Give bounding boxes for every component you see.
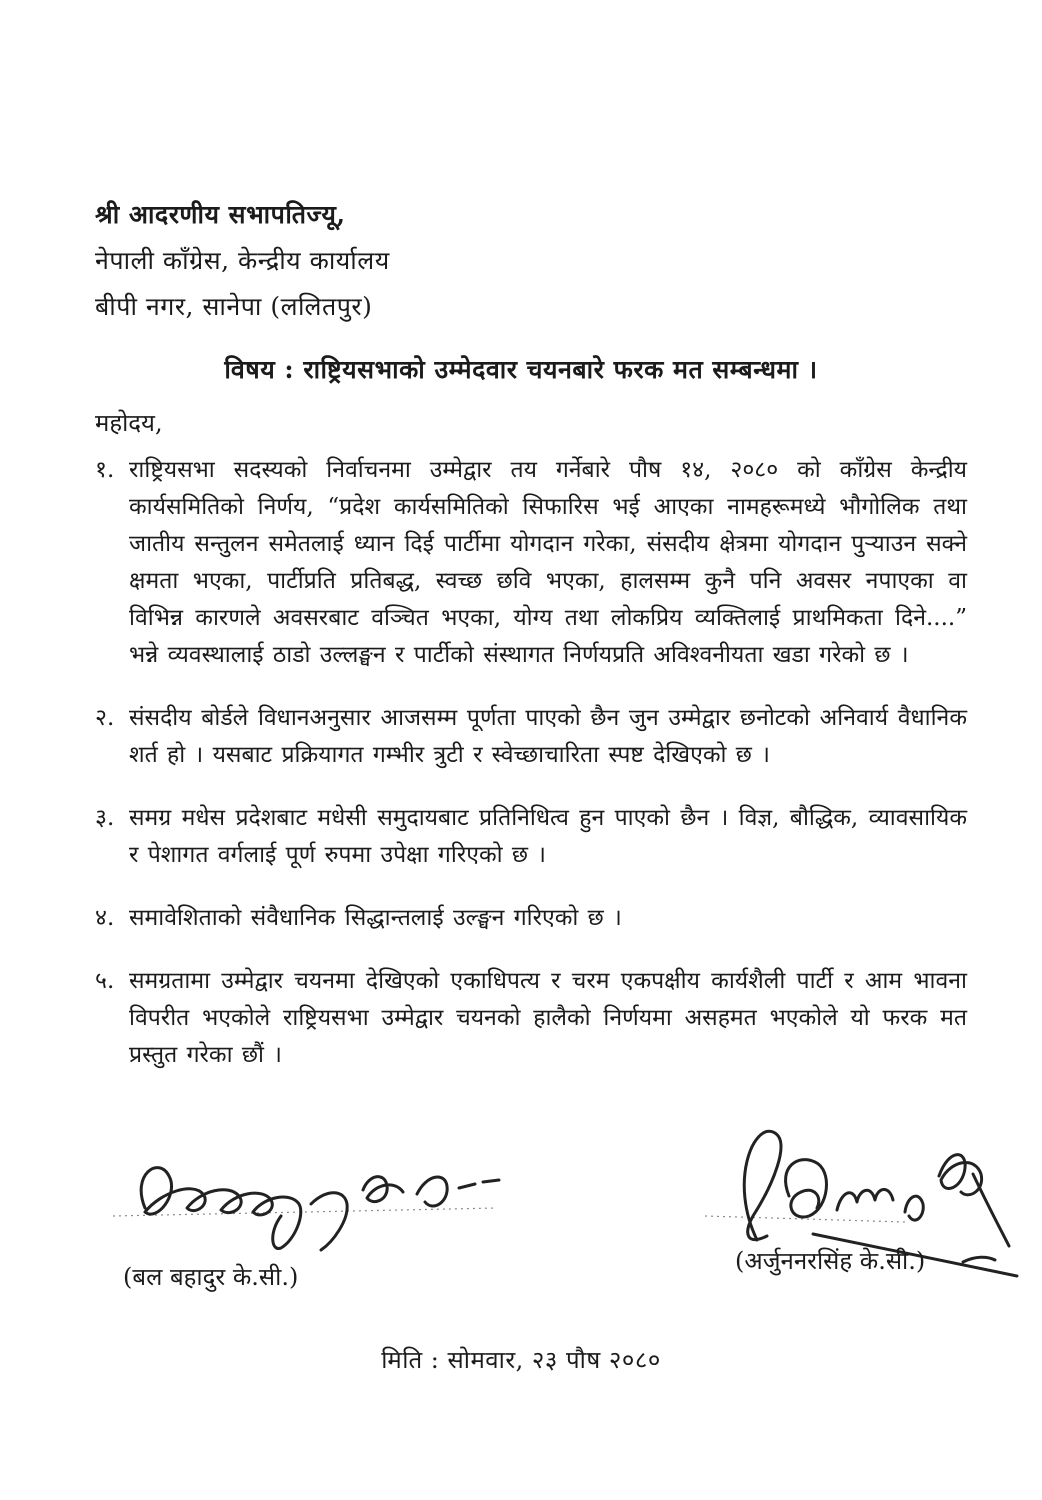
recipient-line-2: नेपाली काँग्रेस, केन्द्रीय कार्यालय bbox=[95, 246, 390, 275]
handwritten-signature-icon bbox=[105, 1150, 505, 1254]
point-4 bbox=[95, 900, 967, 937]
recipient-address-block bbox=[95, 192, 390, 330]
point-1 bbox=[95, 452, 967, 674]
recipient-line-1: श्री आदरणीय सभापतिज्यू, bbox=[95, 200, 346, 229]
point-4-text: समावेशिताको संवैधानिक सिद्धान्तलाई उल्ङ्घन गरिएको छ । bbox=[129, 905, 622, 931]
point-2 bbox=[95, 700, 967, 774]
point-3 bbox=[95, 800, 967, 874]
point-5-number: ५. bbox=[95, 968, 115, 994]
point-1-text: राष्ट्रियसभा सदस्यको निर्वाचनमा उम्मेद्वार तय गर्नेबारे पौष १४, २०८० को काँग्रेस केन्द्रीय कार्यसमितिको निर्णय, “प्रदेश कार्यसमितिको सिफारिस भई आएका नामहरूमध्ये भौगोलिक तथा जातीय सन्तुलन समेतलाई ध्यान दिई पार्टीमा योगदान गरेका, संसदीय क्षेत्रमा योगदान पुर्‍याउन सक्ने क्षमता भएका, पार्टीप्रति प्रतिबद्ध, स्वच्छ छवि भएका, हालसम्म कुनै पनि अवसर नपाएका वा विभिन्न कारणले अवसरबाट वञ्चित भएका, योग्य तथा लोकप्रिय व्यक्तिलाई प्राथमिकता दिने....” भन्ने व्यवस्थालाई ठाडो उल्लङ्घन र पार्टीको संस्थागत निर्णयप्रति अविश्वनीयता खडा गरेको छ । bbox=[129, 457, 967, 668]
point-4-number: ४. bbox=[95, 905, 115, 931]
point-2-text: संसदीय बोर्डले विधानअनुसार आजसम्म पूर्णता पाएको छैन जुन उम्मेद्वार छनोटको अनिवार्य वैधानिक शर्त हो । यसबाट प्रक्रियागत गम्भीर त्रुटी र स्वेच्छाचारिता स्पष्ट देखिएको छ । bbox=[129, 705, 967, 768]
date-line: मिति : सोमवार, २३ पौष २०८० bbox=[381, 1346, 661, 1374]
point-3-number: ३. bbox=[95, 805, 115, 831]
point-2-number: २. bbox=[95, 705, 115, 731]
point-3-text: समग्र मधेस प्रदेशबाट मधेसी समुदायबाट प्रतिनिधित्व हुन पाएको छैन । विज्ञ, बौद्धिक, व्यावसायिक र पेशागत वर्गलाई पूर्ण रुपमा उपेक्षा गरिएको छ । bbox=[129, 805, 967, 868]
point-5 bbox=[95, 963, 967, 1074]
signature-block-left bbox=[105, 1150, 525, 1293]
signatory-name-left: (बल बहादुर के.सी.) bbox=[123, 1263, 299, 1291]
point-1-number: १. bbox=[95, 457, 115, 483]
signatory-name-right: (अर्जुननरसिंह के.सी.) bbox=[735, 1247, 926, 1275]
recipient-line-3: बीपी नगर, सानेपा (ललितपुर) bbox=[95, 292, 373, 321]
subject-line: विषय : राष्ट्रियसभाको उम्मेदवार चयनबारे फरक मत सम्बन्धमा । bbox=[224, 355, 818, 384]
letter-body bbox=[95, 452, 967, 1100]
signature-block-right bbox=[695, 1112, 1025, 1287]
salutation: महोदय, bbox=[95, 409, 163, 437]
point-5-text: समग्रतामा उम्मेद्वार चयनमा देखिएको एकाधिपत्य र चरम एकपक्षीय कार्यशैली पार्टी र आम भावना विपरीत भएकोले राष्ट्रियसभा उम्मेद्वार चयनको हालैको निर्णयमा असहमत भएकोले यो फरक मत प्रस्तुत गरेका छौं । bbox=[129, 968, 967, 1068]
